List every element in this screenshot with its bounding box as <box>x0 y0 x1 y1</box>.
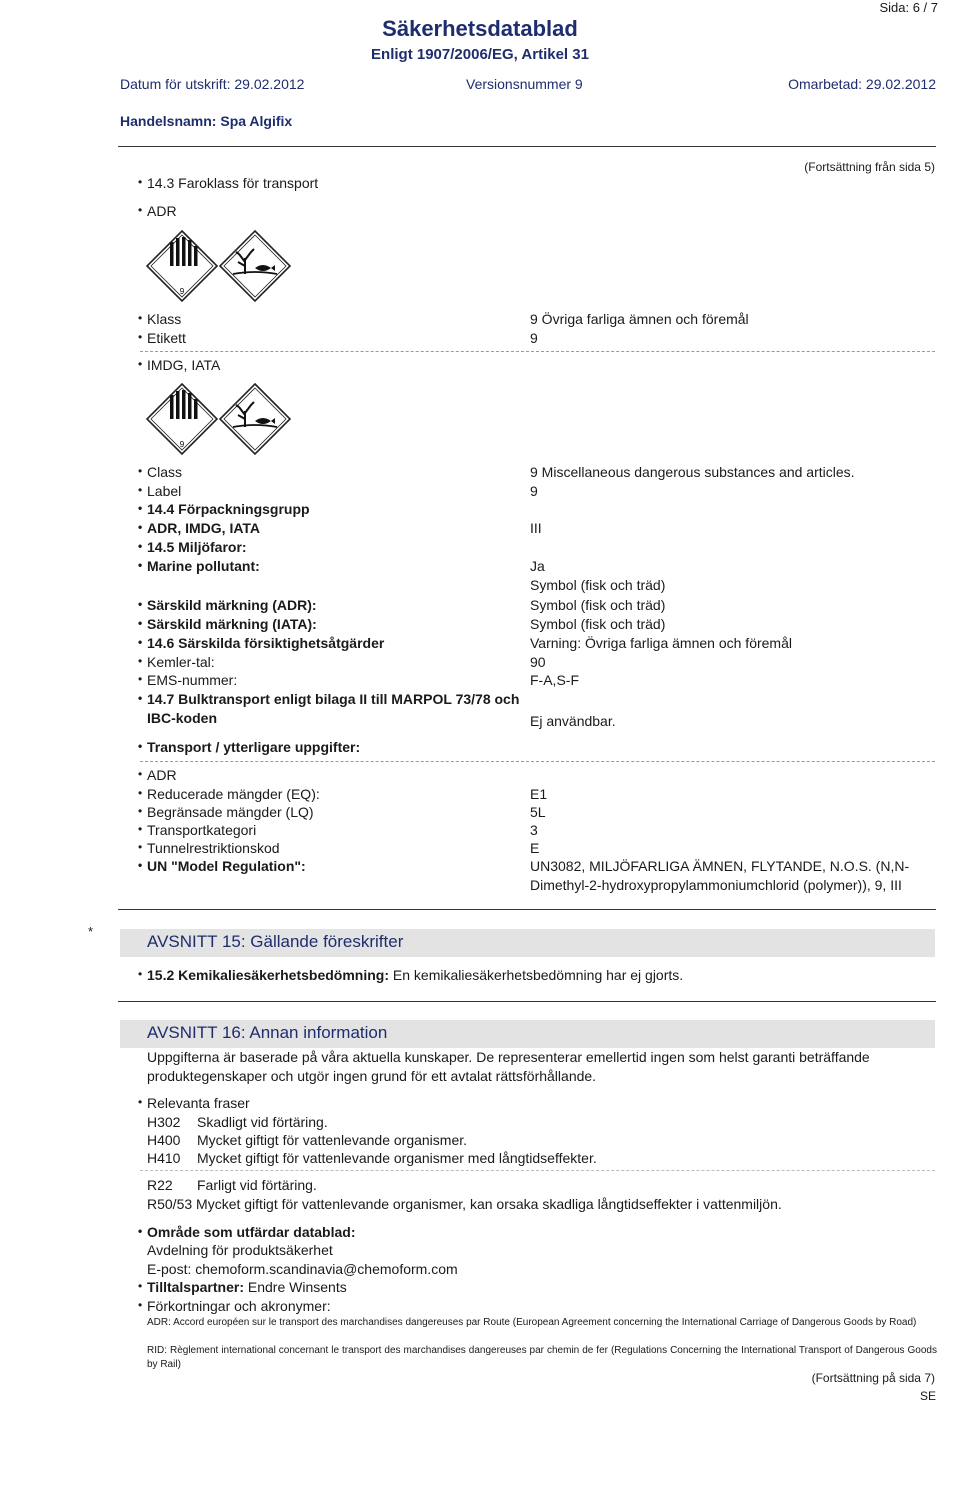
revised-date: Omarbetad: 29.02.2012 <box>788 76 936 92</box>
bulk-transport-heading: • 14.7 Bulktransport enligt bilaga II till MARPOL 73/78 och <box>147 691 519 707</box>
lq-value: 5L <box>530 804 546 820</box>
page-number: Sida: 6 / 7 <box>879 0 938 15</box>
adr-extra-heading: • ADR <box>147 767 177 783</box>
h410-text: Mycket giftigt för vattenlevande organismer med långtidseffekter. <box>197 1150 597 1166</box>
version-number: Versionsnummer 9 <box>466 76 583 92</box>
eq-label: • Reducerade mängder (EQ): <box>147 786 320 802</box>
intro-line-2: produktegenskaper och utgör ingen grund för ett avtalat rättsförhållande. <box>147 1068 597 1084</box>
r22-text: Farligt vid förtäring. <box>197 1177 317 1193</box>
abbreviations-heading: • Förkortningar och akronymer: <box>147 1298 331 1314</box>
print-date: Datum för utskrift: 29.02.2012 <box>120 76 305 92</box>
packing-group-heading: • 14.4 Förpackningsgrupp <box>147 501 310 517</box>
un-model-value-line1: UN3082, MILJÖFARLIGA ÄMNEN, FLYTANDE, N.O.S. (N,N- <box>530 858 910 874</box>
rid-definition: RID: Règlement international concernant le transport des marchandises dangereuses par chemin de fer (Regulations Concerning the International Transport of Dangerous Goods by Rail) <box>147 1345 937 1370</box>
ems-value: F-A,S-F <box>530 672 579 688</box>
issuer-department: Avdelning för produktsäkerhet <box>147 1242 333 1258</box>
r5053-phrase: R50/53 Mycket giftigt för vattenlevande organismer, kan orsaka skadliga långtidseffekter i vattenmiljön. <box>147 1196 782 1212</box>
chemical-safety-assessment <box>147 967 683 983</box>
marine-pollutant-value: Ja <box>530 558 545 574</box>
class-9-label-digit: 9 <box>179 287 185 296</box>
imdg-class-label: • Class <box>147 464 182 480</box>
document-title: Säkerhetsdatablad <box>382 16 578 41</box>
precautions-label: • 14.6 Särskilda försiktighetsåtgärder <box>147 635 384 651</box>
bulk-transport-value: Ej användbar. <box>530 713 616 729</box>
h410-code: H410 <box>147 1150 181 1166</box>
issuer-email: E-post: chemoform.scandinavia@chemoform.com <box>147 1261 458 1277</box>
transport-category-value: 3 <box>530 822 538 838</box>
ems-label: • EMS-nummer: <box>147 672 237 688</box>
adr-label-label: • Etikett <box>147 330 186 346</box>
revision-marker: * <box>88 924 94 939</box>
assessment-value: En kemikaliesäkerhetsbedömning har ej gjorts. <box>392 967 684 983</box>
contact-person <box>147 1279 347 1295</box>
adr-hazard-pictograms <box>146 230 292 305</box>
adr-class-label: • Klass <box>147 311 181 327</box>
h302-code: H302 <box>147 1114 181 1130</box>
continued-from-note: (Fortsättning från sida 5) <box>804 160 935 174</box>
adr-definition: ADR: Accord européen sur le transport des marchandises dangereuses par Route (European Agreement concerning the International Carriage of Dangerous Goods by Road) <box>147 1317 917 1328</box>
imdg-class-value: 9 Miscellaneous dangerous substances and articles. <box>530 464 855 480</box>
tunnel-code-value: E <box>530 840 540 856</box>
eq-value: E1 <box>530 786 548 802</box>
hazard-class-heading: • 14.3 Faroklass för transport <box>147 175 318 191</box>
marine-pollutant-label: • Marine pollutant: <box>147 558 260 574</box>
trade-name: Handelsnamn: Spa Algifix <box>120 113 293 129</box>
issuer-heading: • Område som utfärdar datablad: <box>147 1224 356 1240</box>
adr-label-value: 9 <box>530 330 538 346</box>
precautions-value: Varning: Övriga farliga ämnen och föremål <box>530 635 792 651</box>
bulk-transport-heading-cont: IBC-koden <box>147 710 217 726</box>
environment-hazard-icon <box>220 231 290 301</box>
relevant-phrases-heading: • Relevanta fraser <box>147 1095 250 1111</box>
adr-heading: • ADR <box>147 203 177 219</box>
transport-category-label: • Transportkategori <box>147 822 256 838</box>
imdg-label-value: 9 <box>530 483 538 499</box>
h400-code: H400 <box>147 1132 181 1148</box>
divider <box>140 351 935 352</box>
imdg-hazard-pictograms <box>146 383 292 458</box>
document-subtitle: Enligt 1907/2006/EG, Artikel 31 <box>371 46 589 63</box>
section-divider <box>118 909 936 910</box>
imdg-iata-heading: • IMDG, IATA <box>147 357 220 373</box>
environment-hazard-icon <box>220 384 290 454</box>
h302-text: Skadligt vid förtäring. <box>197 1114 328 1130</box>
section-16-title: AVSNITT 16: Annan information <box>147 1023 388 1042</box>
section-15-title: AVSNITT 15: Gällande föreskrifter <box>147 932 404 951</box>
imdg-label-label: • Label <box>147 483 181 499</box>
packing-group-label: • ADR, IMDG, IATA <box>147 520 260 536</box>
class-9-label-digit: 9 <box>179 440 185 449</box>
environment-hazards-heading: • 14.5 Miljöfaror: <box>147 539 247 555</box>
contact-value: Endre Winsents <box>247 1279 347 1295</box>
adr-marking-value: Symbol (fisk och träd) <box>530 597 666 613</box>
class-9-hazard-icon <box>147 384 217 454</box>
header-divider <box>118 146 936 147</box>
adr-marking-label: • Särskild märkning (ADR): <box>147 597 317 613</box>
transport-more-heading: • Transport / ytterligare uppgifter: <box>147 739 360 755</box>
intro-line-1: Uppgifterna är baserade på våra aktuella kunskaper. De representerar emellertid ingen som helst garanti beträffande <box>147 1049 870 1065</box>
marine-pollutant-symbol: Symbol (fisk och träd) <box>530 577 666 593</box>
divider <box>140 1170 935 1171</box>
kemler-label: • Kemler-tal: <box>147 654 215 670</box>
h400-text: Mycket giftigt för vattenlevande organismer. <box>197 1132 468 1148</box>
packing-group-value: III <box>530 520 542 536</box>
lq-label: • Begränsade mängder (LQ) <box>147 804 314 820</box>
un-model-label: • UN "Model Regulation": <box>147 858 306 874</box>
adr-class-value: 9 Övriga farliga ämnen och föremål <box>530 311 749 327</box>
country-code: SE <box>919 1389 936 1403</box>
assessment-label: 15.2 Kemikaliesäkerhetsbedömning: <box>147 967 389 983</box>
continued-to-note: (Fortsättning på sida 7) <box>811 1371 935 1385</box>
section-divider <box>118 1001 936 1002</box>
class-9-hazard-icon <box>147 231 217 301</box>
tunnel-code-label: • Tunnelrestriktionskod <box>147 840 280 856</box>
divider <box>140 761 935 762</box>
un-model-value-line2: Dimethyl-2-hydroxypropylammoniumchlorid (polymer)), 9, III <box>530 877 902 893</box>
kemler-value: 90 <box>530 654 546 670</box>
r22-code: R22 <box>147 1177 173 1193</box>
contact-label: Tilltalspartner: <box>147 1279 244 1295</box>
iata-marking-label: • Särskild märkning (IATA): <box>147 616 317 632</box>
iata-marking-value: Symbol (fisk och träd) <box>530 616 666 632</box>
